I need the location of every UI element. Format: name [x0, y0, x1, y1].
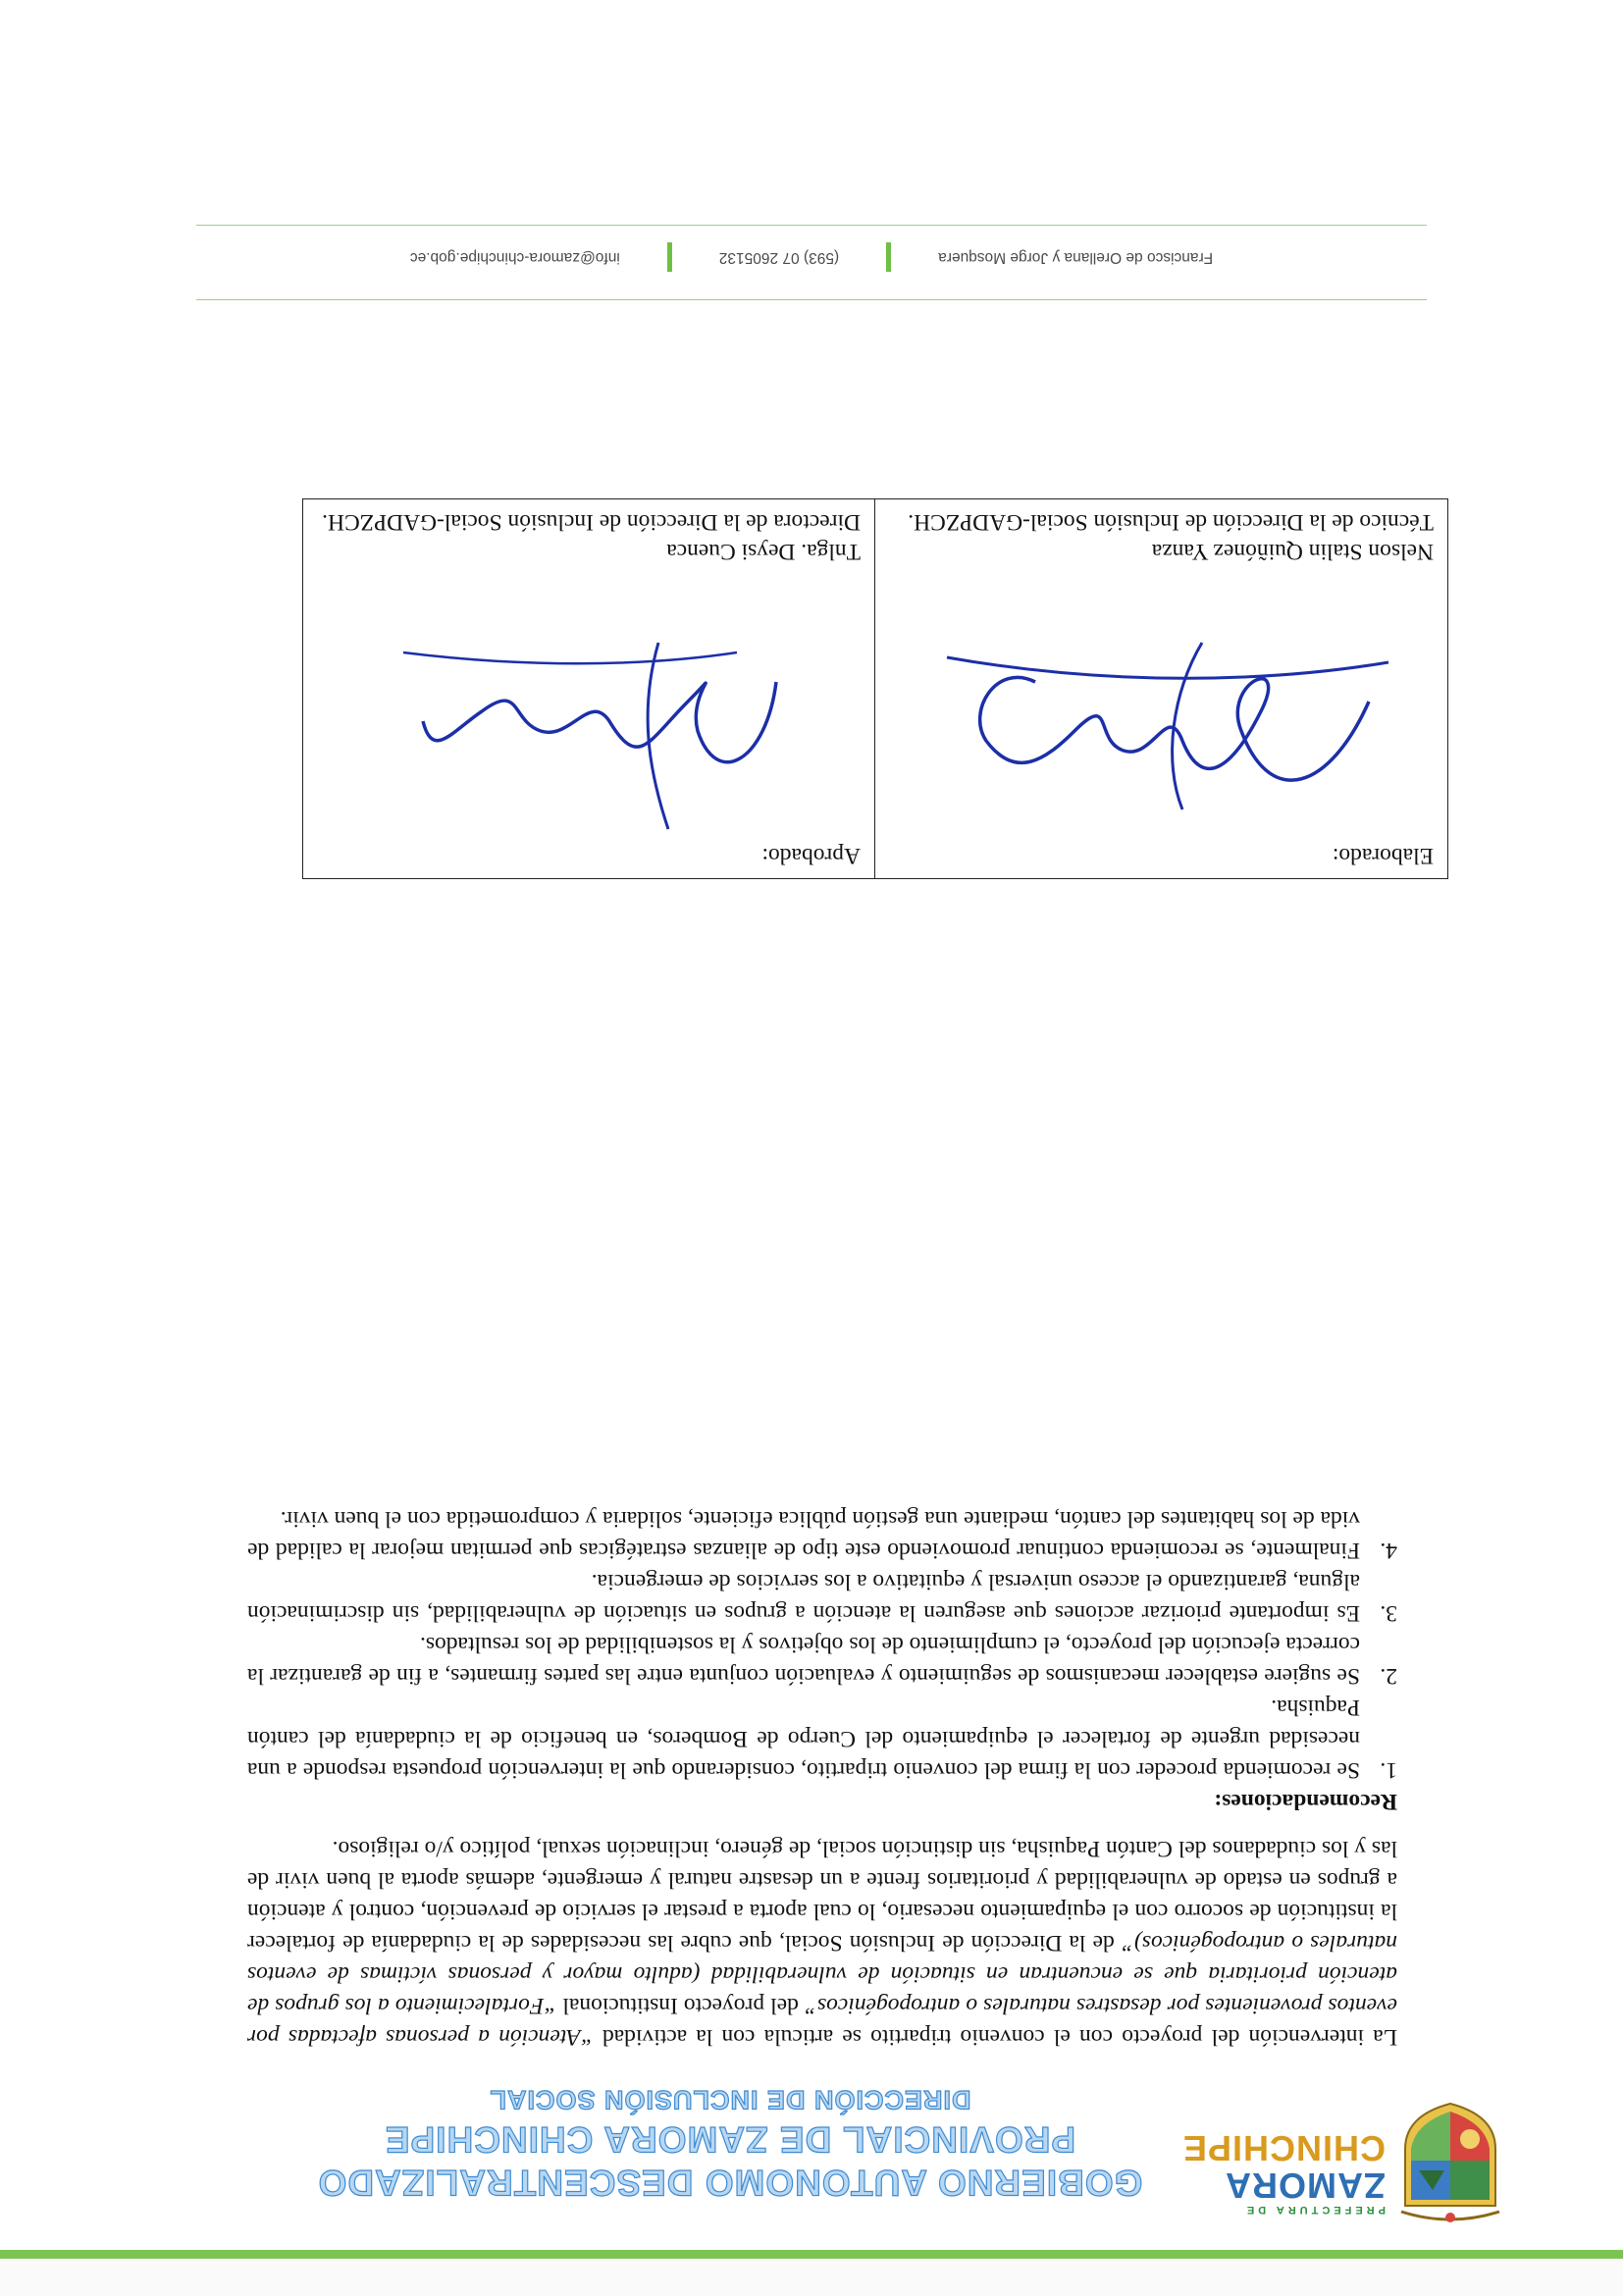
footer-bottom-rule — [196, 225, 1427, 226]
recommendation-text: Se recomienda proceder con la firma del convenio tripartito, considerando que la intervención propuesta responde a una necesidad urgente de fortalecer el equipamiento del Cuerpo de Bomberos, en beneficio de la ciudadanía del cantón Paquisha. — [247, 1695, 1360, 1783]
logo-chinchipe: CHINCHIPE — [1181, 2128, 1386, 2168]
recommendation-text: Finalmente, se recomienda continuar promoviendo este tipo de alianzas estratégicas que permitan mejorar la calidad de vida de los habitantes del cantón, mediante una gestión pública eficiente, solidaria y comprometida con el buen vivir. — [247, 1506, 1360, 1563]
scan-top-edge — [0, 2259, 1623, 2296]
aprobado-role: Directora de la Dirección de Inclusión Social-GADPZCH. — [322, 509, 861, 535]
footer-address: Francisco de Orellana y Jorge Mosquera — [938, 249, 1214, 266]
signature-aprobado-icon — [364, 633, 835, 849]
elaborado-label: Elaborado: — [1332, 843, 1434, 868]
recommendation-number: 3. — [1380, 1600, 1397, 1626]
aprobado-label: Aprobado: — [761, 843, 861, 868]
recommendation-item — [247, 1503, 1397, 1566]
recommendation-number: 1. — [1380, 1757, 1397, 1783]
recommendation-number: 2. — [1380, 1663, 1397, 1689]
elaborado-name: Nelson Stalin Quiñónez Yanza — [1151, 539, 1434, 564]
footer — [196, 241, 1427, 273]
aprobado-name: Tnlga. Deysi Cuenca — [666, 539, 861, 564]
aprobado-signer — [317, 507, 861, 566]
footer-email: info@zamora-chinchipe.gob.ec — [409, 249, 620, 266]
recommendation-text: Se sugiere establecer mecanismos de seguimiento y evaluación conjunta entre las partes firmantes, a fin de garantizar la correcta ejecución del proyecto, el cumplimiento de los objetivos y la sostenibilidad de los resultados. — [247, 1632, 1360, 1689]
recommendation-item — [247, 1692, 1397, 1786]
recommendation-item — [247, 1566, 1397, 1629]
elaborado-cell — [875, 499, 1447, 878]
org-line-2: PROVINCIAL DE ZAMORA CHINCHIPE — [384, 2119, 1076, 2160]
intro-paragraph — [247, 1833, 1397, 2053]
logo-zamora: ZAMORA — [1225, 2166, 1386, 2206]
recommendation-number: 4. — [1380, 1538, 1397, 1563]
project-quote: “Fortalecimiento a los grupos de atención prioritaria que se encuentran en situación de vulnerabilidad (adulto mayor y personas víctimas de eventos naturales o antropogénicos)” — [247, 1930, 1397, 2018]
intro-mid-text: del proyecto Institucional — [556, 1993, 805, 2018]
org-line-3: DIRECCIÓN DE INCLUSIÓN SOCIAL — [489, 2085, 971, 2114]
prefectura-logo — [1170, 2129, 1386, 2216]
elaborado-signer — [889, 507, 1434, 566]
coat-of-arms-icon — [1397, 2100, 1503, 2225]
prefectura-label: PREFECTURA DE — [1242, 2204, 1386, 2216]
document-body — [247, 1503, 1397, 2053]
footer-separator — [886, 242, 891, 272]
signature-elaborado-icon — [937, 633, 1408, 849]
recommendations-heading: Recomendaciones: — [1214, 1789, 1397, 1814]
header-green-bar — [0, 2250, 1623, 2259]
signature-table — [302, 498, 1448, 879]
recommendation-item — [247, 1629, 1397, 1692]
intro-end-text: de la Dirección de Inclusión Social, que cubre las necesidades de la ciudadanía de fortalecer la institución de socorro con el equipamiento necesario, lo cual aporta a prestar el servicio de prevención, control y atención a grupos en estado de vulnerabilidad y prioritarios frente a un desastre natural y emergente, además aporta al buen vivir de las y los ciudadanos del Cantón Paquisha, sin distinción social, de género, inclinación sexual, político y/o religioso. — [247, 1836, 1397, 1956]
footer-top-rule — [196, 299, 1427, 300]
elaborado-role: Técnico de la Dirección de Inclusión Social-GADPZCH. — [908, 509, 1434, 535]
aprobado-cell — [303, 499, 875, 878]
intro-text: La intervención del proyecto con el convenio tripartito se articula con la actividad — [593, 2024, 1397, 2050]
recommendation-text: Es importante priorizar acciones que aseguren la atención a grupos en situación de vulnerabilidad, sin discriminación alguna, garantizando el acceso universal y equitativo a los servicios de emergencia. — [247, 1569, 1360, 1626]
organization-title — [288, 2082, 1172, 2204]
org-line-1: GOBIERNO AUTONOMO DESCENTRALIZADO — [317, 2163, 1143, 2203]
footer-phone: (593) 07 2605132 — [718, 249, 840, 266]
activity-quote: “Atención a personas afectadas por eventos provenientes por desastres naturales o antropogénicos” — [247, 1993, 1397, 2050]
footer-separator — [667, 242, 672, 272]
